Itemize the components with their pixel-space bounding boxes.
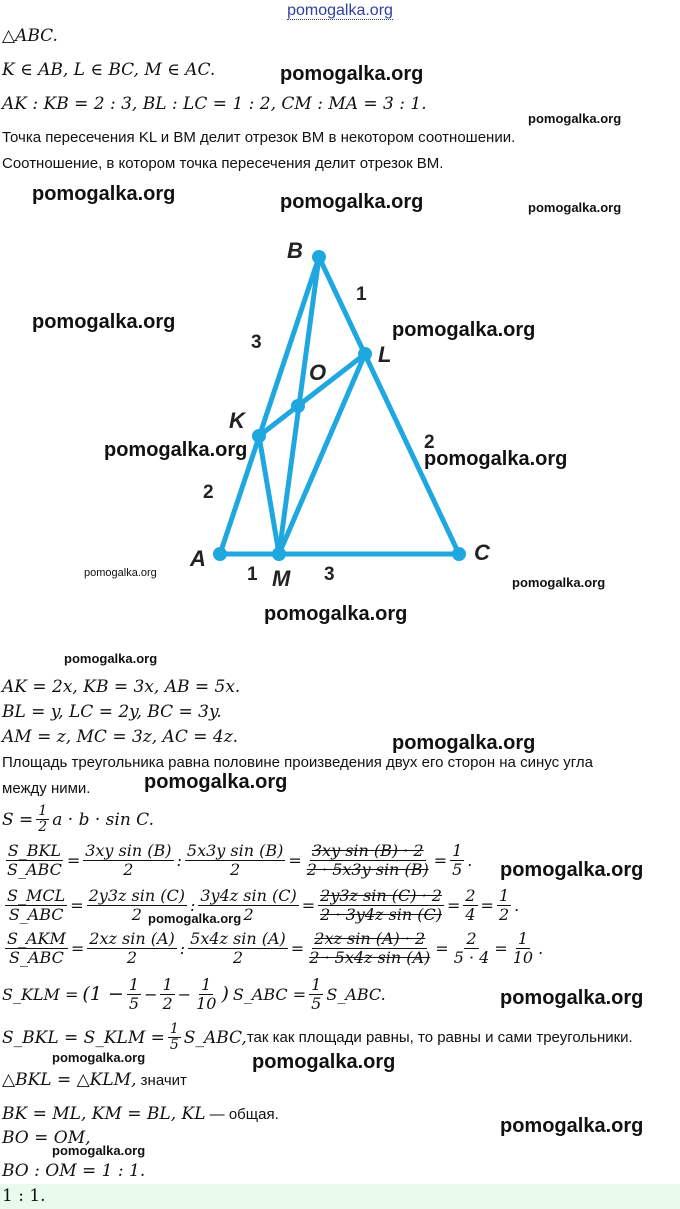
point-k	[252, 429, 266, 443]
area-rule-line-2: между ними.	[2, 780, 91, 797]
segment-label-lc: 2	[424, 432, 435, 453]
frac-den: 5	[311, 993, 322, 1013]
frac-den: 2 · 5x4z sin (A)	[309, 947, 431, 967]
area-formula-half	[36, 804, 49, 836]
sides-expr: BK = ML, KM = BL, KL	[2, 1104, 206, 1124]
frac-num: 3xy sin (B) · 2	[311, 841, 424, 860]
area-formula	[2, 804, 154, 836]
segment-label-bl: 1	[356, 284, 367, 305]
equal-areas-text: так как площади равны, то равны и сами треугольники.	[246, 1029, 633, 1047]
ratio-line: BO : OM = 1 : 1.	[2, 1161, 146, 1181]
frac-den: 2 · 3y4z sin (C)	[320, 904, 442, 924]
point-a	[213, 547, 227, 561]
solution-line-2: BL = y, LC = 2y, BC = 3y.	[2, 702, 222, 722]
frac-num: 1	[311, 975, 322, 994]
frac-num: 5x4z sin (A)	[190, 929, 286, 948]
frac-num: 1	[38, 803, 48, 819]
watermark: pomogalka.org	[528, 200, 622, 215]
frac-den: 10	[196, 993, 217, 1013]
frac-num: 1	[498, 886, 510, 905]
segment-label-bk: 3	[251, 332, 262, 353]
watermark: pomogalka.org	[500, 859, 644, 881]
watermark: pomogalka.org	[424, 448, 568, 470]
task-line-2: Соотношение, в котором точка пересечения делит отрезок BM.	[2, 155, 444, 172]
solution-line-1: AK = 2x, KB = 3x, AB = 5x.	[2, 677, 241, 697]
watermark: pomogalka.org	[252, 1051, 396, 1073]
frac-num: 1	[452, 841, 463, 860]
watermark: pomogalka.org	[512, 575, 606, 590]
frac-num: 1	[201, 975, 212, 994]
frac-den: 10	[512, 947, 534, 967]
frac-num: 3y4z sin (C)	[200, 886, 297, 905]
frac-den: 5	[128, 993, 140, 1013]
frac-num: S_MCL	[7, 886, 66, 905]
frac-den: 5	[452, 859, 463, 879]
label-m: M	[272, 566, 291, 591]
frac-num: 2xz sin (A) · 2	[314, 929, 426, 948]
watermark: pomogalka.org	[144, 771, 288, 793]
answer-box: 1 : 1.	[0, 1184, 680, 1209]
frac-num: S_AKM	[7, 929, 66, 948]
watermark: pomogalka.org	[52, 1050, 146, 1065]
ratio-tail: .	[538, 938, 544, 958]
s-klm-end: S_ABC.	[326, 984, 386, 1004]
label-b: B	[287, 238, 303, 263]
watermark: pomogalka.org	[148, 911, 242, 926]
equal-areas-s: S_ABC,	[183, 1027, 247, 1048]
ratio-bkl: $\frac{\text{S\_BKL}}{\text{S\_ABC}}$ = $\frac{\text{3xy sin (B)}}{2}$ : $\frac{\text{5x3y sin (B)}}{2}$ = $\frac{\text{3xy sin (B) · 2}}{\text{2 · 5x3y sin (B)}}$ = $\frac{1}{5}$ .	[7, 841, 473, 879]
watermark-top-link[interactable]: pomogalka.org	[287, 2, 393, 19]
frac-den: 4	[465, 904, 476, 924]
area-formula-lhs: S =	[2, 809, 34, 830]
watermark: pomogalka.org	[280, 191, 424, 213]
frac-den: 2	[38, 819, 48, 836]
frac-num: 2	[465, 886, 476, 905]
watermark: pomogalka.org	[84, 567, 157, 579]
frac-den: 5	[169, 1037, 179, 1054]
figure-lines	[220, 257, 459, 554]
ratio-mcl: $\frac{\text{S\_MCL}}{\text{S\_ABC}}$ = $\frac{\text{2y3z sin (C)}}{2}$ : $\frac{\text{3y4z sin (C)}}{2}$ = $\frac{\text{2y3z sin (C) · 2}}{\text{2 · 3y4z sin (C)}}$ = $\frac{2}{4}$ = $\frac{1}{2}$ .	[7, 886, 520, 924]
frac-den: 2	[243, 904, 254, 924]
frac-den: 5 · 4	[453, 947, 490, 967]
watermark: pomogalka.org	[52, 1143, 146, 1158]
triangle-abc	[220, 257, 459, 554]
watermark: pomogalka.org	[280, 63, 424, 85]
watermark: pomogalka.org	[392, 732, 536, 754]
ratio-tail: .	[467, 850, 473, 870]
segment-label-am: 1	[247, 564, 258, 585]
point-m	[272, 547, 286, 561]
frac-num: 2	[466, 929, 477, 948]
frac-den: 2	[162, 993, 173, 1013]
frac-den: S_ABC	[7, 859, 62, 879]
given-points: K ∈ AB, L ∈ BC, M ∈ AC.	[2, 60, 216, 80]
label-c: C	[474, 540, 490, 565]
congruent-expr: △BKL = △KLM,	[2, 1070, 137, 1090]
label-l: L	[378, 342, 392, 367]
s-klm-open: (1 −	[82, 983, 124, 1006]
point-b	[312, 250, 326, 264]
frac-num: 1	[517, 929, 528, 948]
frac-den: 2	[230, 859, 241, 879]
ratio-akm: $\frac{\text{S\_AKM}}{\text{S\_ABC}}$ = $\frac{\text{2xz sin (A)}}{2}$ : $\frac{\text{5x4z sin (A)}}{2}$ = $\frac{\text{2xz sin (A) · 2}}{\text{2 · 5x4z sin (A)}}$ = $\frac{2}{5 \cdot 4}$ = $\frac{1}{10}$ .	[7, 929, 544, 967]
frac-num: 2xz sin (A)	[89, 929, 175, 948]
frac-den: 2	[131, 904, 142, 924]
sides-text: — общая.	[205, 1106, 279, 1123]
area-rule-line-1: Площадь треугольника равна половине произведения двух его сторон на синус угла	[2, 754, 593, 771]
label-k: K	[229, 408, 245, 433]
frac-den: 2	[123, 859, 134, 879]
frac-num: 1	[162, 975, 173, 994]
watermark: pomogalka.org	[500, 1115, 644, 1137]
s-klm-lhs: S_KLM =	[2, 984, 79, 1004]
frac-num: 2y3z sin (C)	[88, 886, 185, 905]
watermark: pomogalka.org	[392, 319, 536, 341]
given-triangle: △ABC.	[2, 26, 58, 46]
frac-den: S_ABC	[9, 947, 64, 967]
sides-line	[2, 1104, 279, 1124]
frac-num: 1	[169, 1021, 179, 1037]
watermark: pomogalka.org	[528, 111, 622, 126]
watermark: pomogalka.org	[32, 311, 176, 333]
equal-areas-lhs: S_BKL = S_KLM =	[2, 1027, 165, 1048]
watermark: pomogalka.org	[32, 183, 176, 205]
label-a: A	[190, 546, 206, 571]
frac-num: 2y3z sin (C) · 2	[320, 886, 442, 905]
solution-line-3: AM = z, MC = 3z, AC = 4z.	[2, 727, 239, 747]
task-line-1: Точка пересечения KL и BM делит отрезок BM в некотором соотношении.	[2, 129, 516, 146]
point-l	[358, 347, 372, 361]
bo-om-line: BO = OM,	[2, 1128, 91, 1148]
s-klm-formula: S_KLM = (1 − $\frac{1}{5}$ − $\frac{1}{2}$ − $\frac{1}{10}$ ) S_ABC = $\frac{1}{5}$ S_ABC.	[2, 975, 386, 1013]
frac-den: S_ABC	[8, 904, 64, 924]
area-formula-rhs: a · b · sin C.	[52, 809, 154, 830]
s-klm-mid: S_ABC =	[232, 984, 307, 1004]
frac-num: 1	[128, 975, 140, 994]
congruent-text: значит	[136, 1072, 187, 1089]
ratio-tail: .	[514, 895, 520, 915]
equal-areas-line	[2, 1022, 633, 1054]
given-ratios: AK : KB = 2 : 3, BL : LC = 1 : 2, CM : MA = 3 : 1.	[2, 94, 427, 114]
frac-num: 5x3y sin (B)	[186, 841, 284, 860]
watermark: pomogalka.org	[500, 987, 644, 1009]
point-o	[291, 399, 305, 413]
watermark: pomogalka.org	[104, 439, 248, 461]
frac-den: 2	[126, 947, 138, 967]
label-o: O	[309, 360, 327, 385]
s-klm-close: )	[221, 983, 229, 1006]
frac-den: 2	[232, 947, 244, 967]
point-c	[452, 547, 466, 561]
frac-num: S_BKL	[7, 841, 62, 860]
segment-label-ak: 2	[203, 482, 214, 503]
watermark: pomogalka.org	[264, 603, 408, 625]
frac-den: 2 · 5x3y sin (B)	[306, 859, 429, 879]
segment-km	[259, 436, 279, 554]
frac-num: 3xy sin (B)	[85, 841, 172, 860]
congruent-line	[2, 1070, 187, 1090]
watermark: pomogalka.org	[64, 651, 158, 666]
frac-den: 2	[498, 904, 510, 924]
segment-label-mc: 3	[324, 564, 335, 585]
